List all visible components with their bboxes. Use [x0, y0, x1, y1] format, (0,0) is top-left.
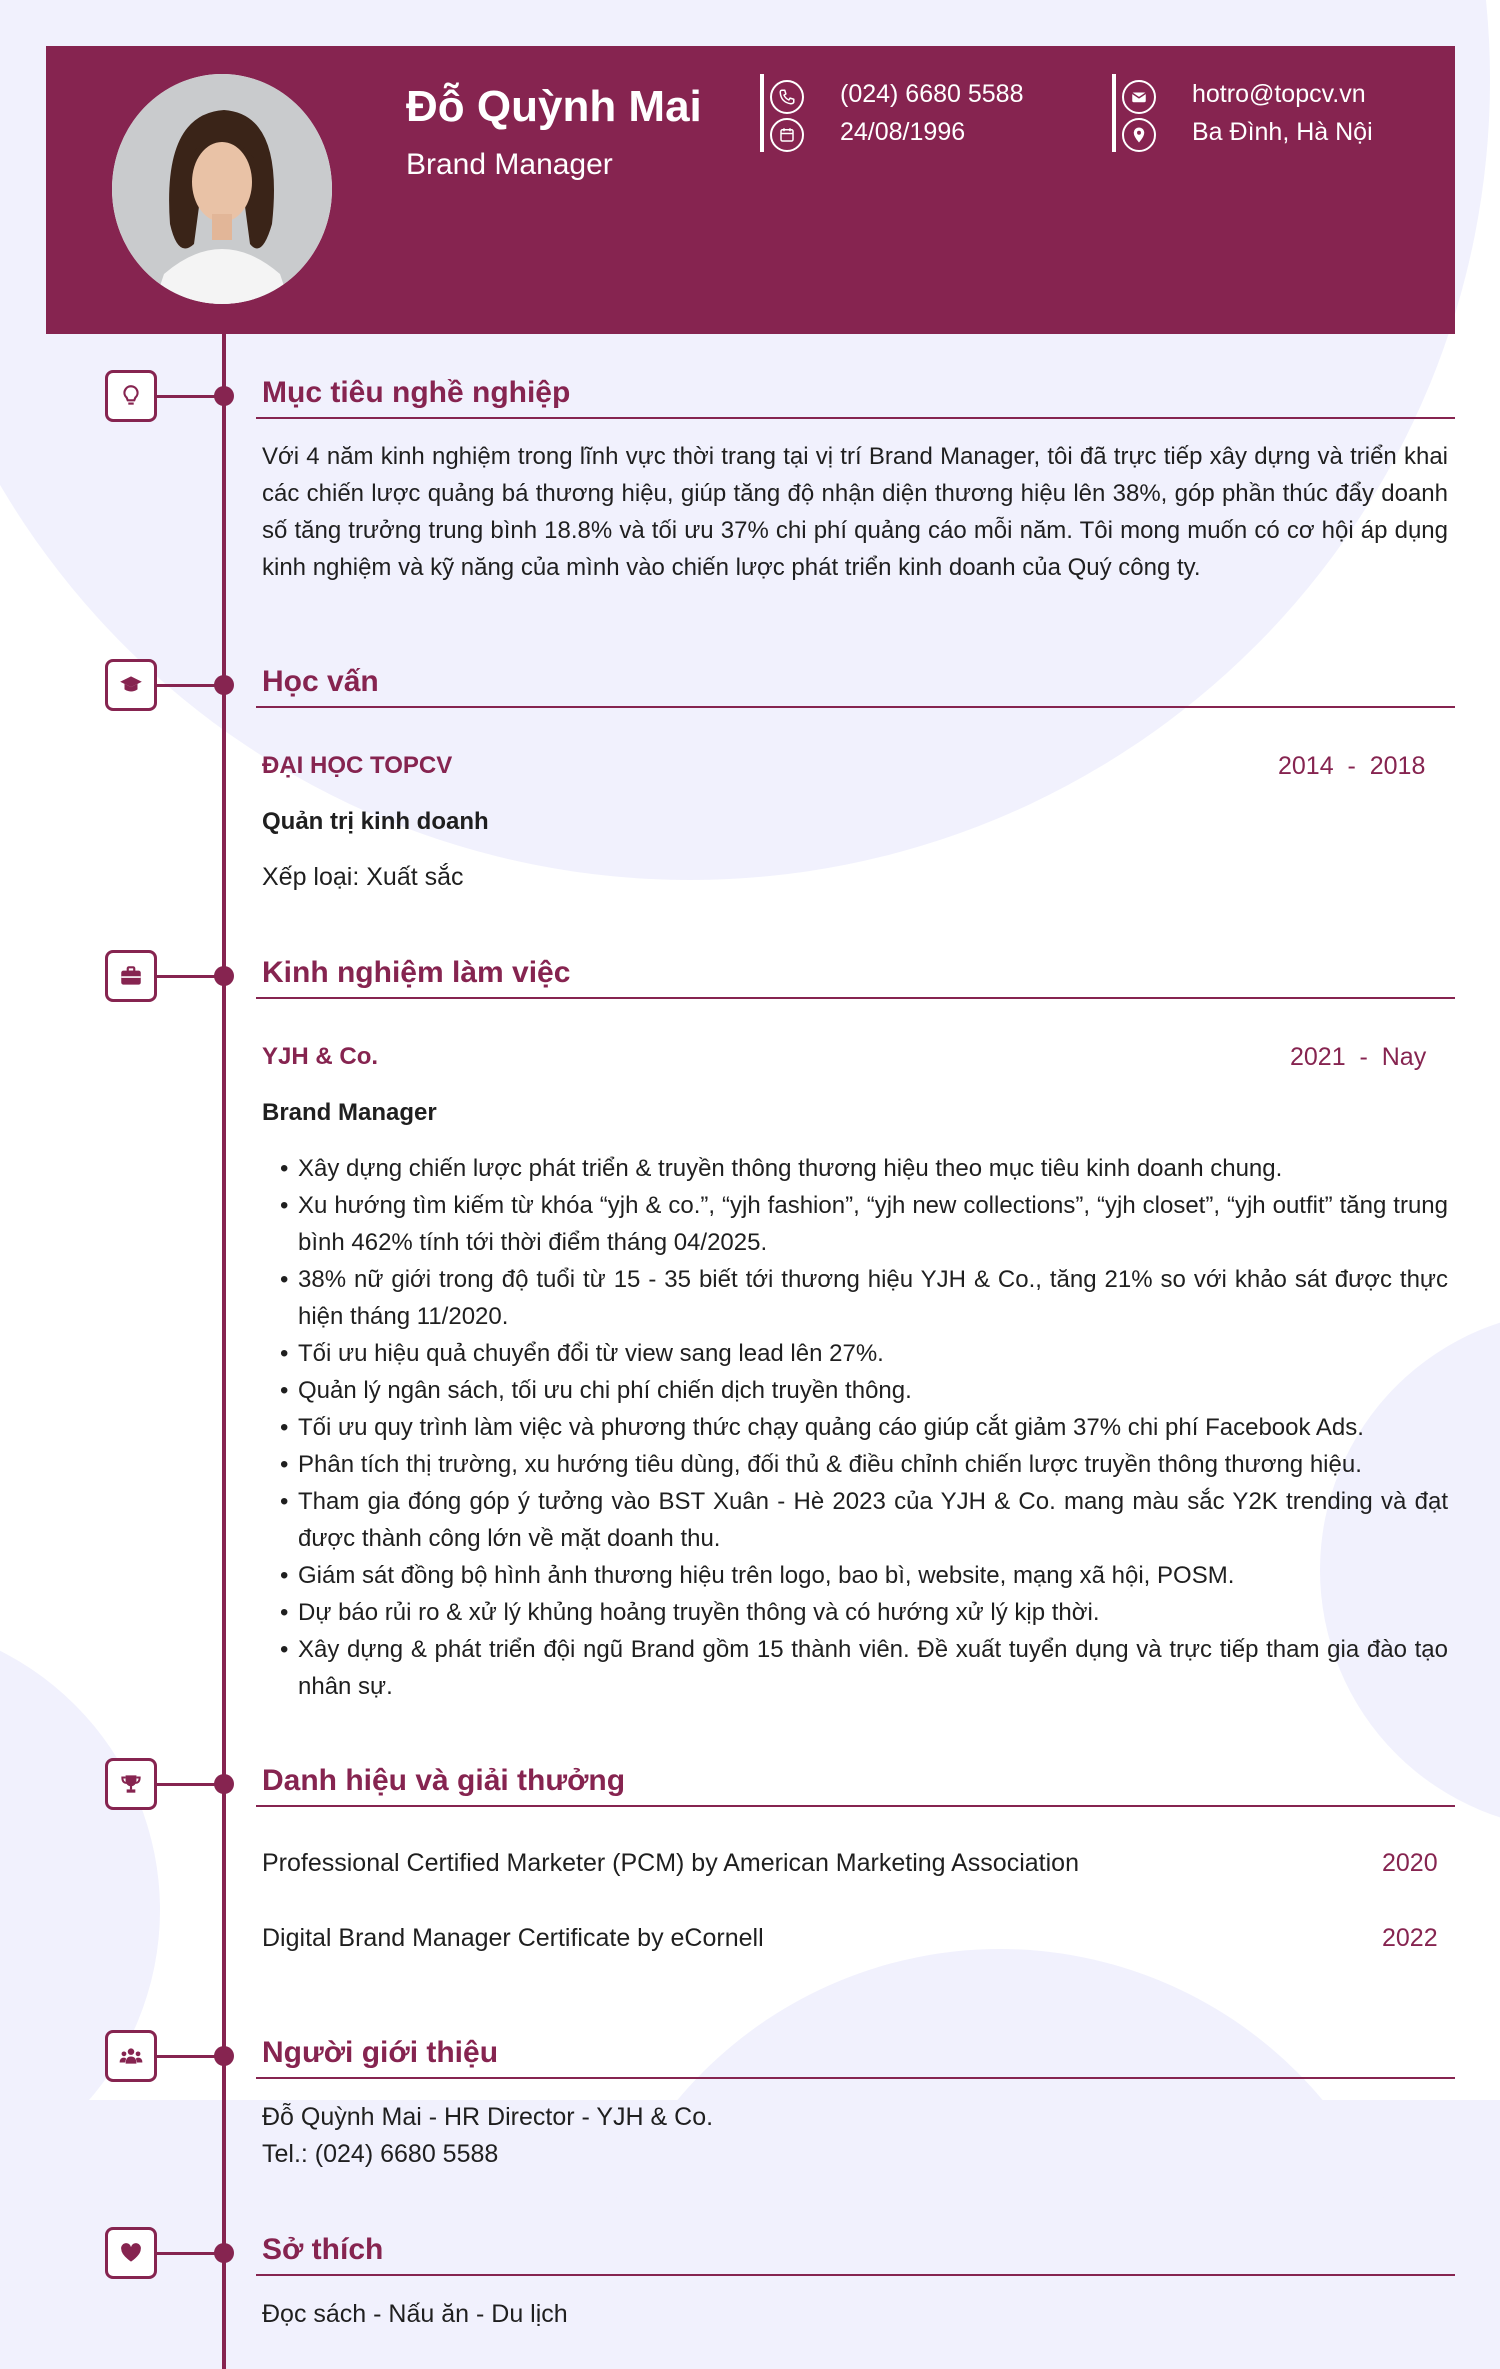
- list-item: • Xu hướng tìm kiếm từ khóa “yjh & co.”, “yjh fashion”, “yjh new collections”, “yjh closet”, “yjh outfit” tăng trung bình 462% tính tới thời điểm tháng 04/2025.: [262, 1187, 1448, 1261]
- list-item: • Dự báo rủi ro & xử lý khủng hoảng truyền thông và có hướng xử lý kịp thời.: [262, 1594, 1448, 1631]
- section-title-experience: Kinh nghiệm làm việc: [262, 956, 571, 989]
- email-icon: [1122, 80, 1156, 114]
- school-name: ĐẠI HỌC TOPCV: [262, 752, 453, 779]
- avatar: [112, 74, 332, 304]
- section-divider: [256, 706, 1455, 708]
- profile-header: [46, 46, 1455, 334]
- location-pin-icon: [1122, 118, 1156, 152]
- timeline-dot: [214, 386, 234, 406]
- timeline-dot: [214, 2243, 234, 2263]
- profile-name: Đỗ Quỳnh Mai: [406, 82, 702, 131]
- reference-name: Đỗ Quỳnh Mai - HR Director - YJH & Co.: [262, 2103, 714, 2131]
- timeline-dot: [214, 1774, 234, 1794]
- company-name: YJH & Co.: [262, 1043, 379, 1070]
- contact-divider: [1112, 74, 1116, 152]
- list-item: • Xây dựng chiến lược phát triển & truyền thông thương hiệu theo mục tiêu kinh doanh chung.: [262, 1150, 1448, 1187]
- experience-bullets: [262, 1150, 1448, 1705]
- timeline-dot: [214, 2046, 234, 2066]
- section-title-awards: Danh hiệu và giải thưởng: [262, 1764, 626, 1797]
- list-item: • Tối ưu hiệu quả chuyển đổi từ view sang lead lên 27%.: [262, 1335, 1448, 1372]
- section-divider: [256, 997, 1455, 999]
- list-item: • Quản lý ngân sách, tối ưu chi phí chiến dịch truyền thông.: [262, 1372, 1448, 1409]
- timeline-dot: [214, 966, 234, 986]
- section-title-references: Người giới thiệu: [262, 2036, 499, 2069]
- experience-end: Nay: [1381, 1043, 1427, 1071]
- objective-text: Với 4 năm kinh nghiệm trong lĩnh vực thời trang tại vị trí Brand Manager, tôi đã trực tiếp xây dựng và triển khai các chiến lược quảng bá thương hiệu, giúp tăng độ nhận diện thương hiệu lên 38%, góp phần thúc đẩy doanh số tăng trưởng trung bình 18.8% và tối ưu 37% chi phí quảng cáo mỗi năm. Tôi mong muốn có cơ hội áp dụng kinh nghiệm và kỹ năng của mình vào chiến lược phát triển kinh doanh của Quý công ty.: [262, 443, 1448, 581]
- timeline-dot: [214, 675, 234, 695]
- education-end: 2018: [1369, 752, 1426, 780]
- phone-text: (024) 6680 5588: [840, 80, 1024, 108]
- hobbies-text: Đọc sách - Nấu ăn - Du lịch: [262, 2300, 568, 2328]
- section-divider: [256, 1805, 1455, 1807]
- list-item: • Giám sát đồng bộ hình ảnh thương hiệu trên logo, bao bì, website, mạng xã hội, POSM.: [262, 1557, 1448, 1594]
- section-divider: [256, 2077, 1455, 2079]
- section-divider: [256, 417, 1455, 419]
- list-item: • Phân tích thị trường, xu hướng tiêu dùng, đối thủ & điều chỉnh chiến lược truyền thông thương hiệu.: [262, 1446, 1448, 1483]
- experience-start: 2021: [1290, 1043, 1346, 1071]
- section-title-education: Học vấn: [262, 665, 379, 698]
- contact-divider: [760, 74, 764, 152]
- email-text: hotro@topcv.vn: [1192, 80, 1366, 108]
- education-grade: Xếp loại: Xuất sắc: [262, 863, 464, 891]
- lightbulb-icon: [105, 370, 157, 422]
- reference-phone: Tel.: (024) 6680 5588: [262, 2140, 499, 2168]
- avatar-portrait-icon: [112, 74, 332, 304]
- award-year: 2022: [1382, 1924, 1438, 1952]
- section-title-objective: Mục tiêu nghề nghiệp: [262, 376, 571, 409]
- background-circle-bottom: [580, 1949, 1420, 2369]
- people-icon: [105, 2030, 157, 2082]
- experience-role: Brand Manager: [262, 1099, 437, 1126]
- calendar-icon: [770, 118, 804, 152]
- list-item: • Xây dựng & phát triển đội ngũ Brand gồm 15 thành viên. Đề xuất tuyển dụng và trực tiếp tham gia đào tạo nhân sự.: [262, 1631, 1448, 1705]
- experience-date-range: 2021 - Nay: [1290, 1043, 1427, 1071]
- list-item: • Tham gia đóng góp ý tưởng vào BST Xuân - Hè 2023 của YJH & Co. mang màu sắc Y2K trending và đạt được thành công lớn về mặt doanh thu.: [262, 1483, 1448, 1557]
- education-date-range: 2014 - 2018: [1278, 752, 1426, 780]
- phone-icon: [770, 80, 804, 114]
- list-item: • Tối ưu quy trình làm việc và phương thức chạy quảng cáo giúp cắt giảm 37% chi phí Facebook Ads.: [262, 1409, 1448, 1446]
- address-text: Ba Đình, Hà Nội: [1192, 118, 1373, 146]
- list-item: • 38% nữ giới trong độ tuổi từ 15 - 35 biết tới thương hiệu YJH & Co., tăng 21% so với khảo sát được thực hiện tháng 11/2020.: [262, 1261, 1448, 1335]
- briefcase-icon: [105, 950, 157, 1002]
- trophy-icon: [105, 1758, 157, 1810]
- education-start: 2014: [1278, 752, 1334, 780]
- award-name: Professional Certified Marketer (PCM) by American Marketing Association: [262, 1849, 1079, 1877]
- graduation-cap-icon: [105, 659, 157, 711]
- section-divider: [256, 2274, 1455, 2276]
- heart-icon: [105, 2227, 157, 2279]
- award-name: Digital Brand Manager Certificate by eCornell: [262, 1924, 764, 1952]
- education-major: Quản trị kinh doanh: [262, 808, 489, 835]
- profile-title: Brand Manager: [406, 148, 613, 181]
- section-title-hobbies: Sở thích: [262, 2233, 384, 2266]
- award-year: 2020: [1382, 1849, 1438, 1877]
- birthday-text: 24/08/1996: [840, 118, 966, 146]
